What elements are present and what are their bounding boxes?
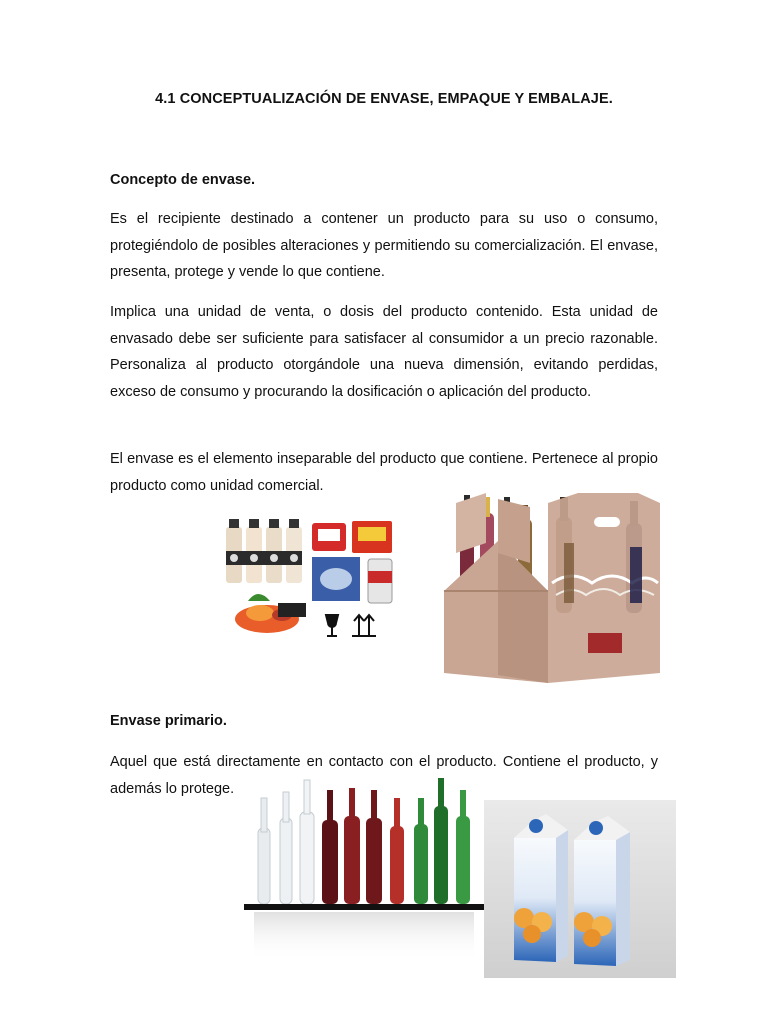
- page-title: 4.1 CONCEPTUALIZACIÓN DE ENVASE, EMPAQUE Y EMBALAJE.: [155, 91, 613, 107]
- packet-icon: [278, 603, 306, 617]
- juice-carton-icon: [514, 814, 568, 962]
- section-heading-envase-primario: Envase primario.: [110, 713, 227, 729]
- paragraph-unidad-venta: Implica una unidad de venta, o dosis del producto contenido. Esta unidad de envasado debe ser suficiente para satisfacer al consumidor a un precio razonable. Personaliza al producto otorgándole una nueva dimensión, evitando perdidas, exceso de consumo y procurando la dosificación o aplicación del producto.: [110, 304, 658, 400]
- red-bottles-icon: [322, 788, 404, 904]
- carrier-label-icon: [588, 633, 622, 653]
- paragraph-elemento-inseparable: El envase es el elemento inseparable del producto que contiene. Pertenece al propio producto como unidad comercial.: [110, 451, 658, 494]
- snack-boxes-icon: [312, 521, 392, 553]
- food-can-icon: [368, 559, 392, 603]
- juice-carton-icon: [574, 816, 630, 966]
- clear-bottles-icon: [258, 780, 314, 904]
- shelf-reflection-icon: [254, 912, 474, 962]
- juice-cartons-image: [484, 800, 676, 978]
- section-heading-concepto-envase: Concepto de envase.: [110, 172, 256, 188]
- shelf-icon: [244, 904, 484, 910]
- plastic-package-icon: [312, 557, 360, 601]
- green-bottles-icon: [414, 778, 470, 904]
- this-side-up-icon: [352, 615, 376, 636]
- carrier-handle-icon: [594, 517, 620, 527]
- drink-bottles-icon: [226, 519, 302, 583]
- paragraph-envase-primario: Aquel que está directamente en contacto con el producto. Contiene el producto, y además lo protege.: [110, 754, 658, 797]
- fragile-glass-icon: [326, 615, 338, 636]
- paragraph-definicion-envase: Es el recipiente destinado a contener un producto para su uso o consumo, protegiéndolo de posibles alteraciones y permitiendo su comercialización. El envase, presenta, protege y vende lo que contiene.: [110, 211, 658, 280]
- glass-bottles-image: [244, 776, 484, 966]
- wine-carrier-boxes-image: [438, 483, 670, 698]
- product-collage-image: [222, 515, 402, 645]
